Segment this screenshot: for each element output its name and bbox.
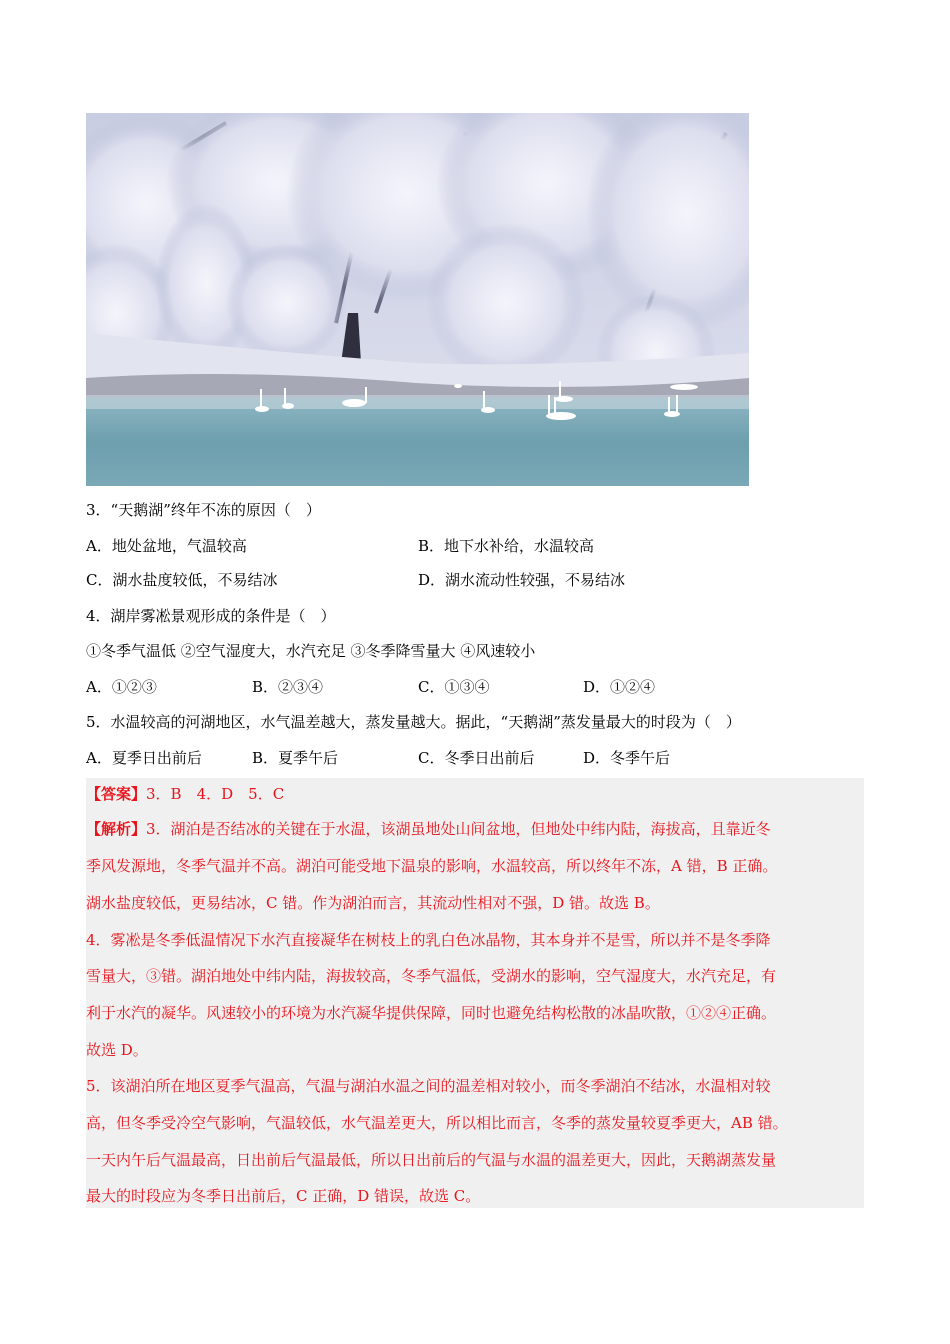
analysis-text: 3．湖泊是否结冰的关键在于水温，该湖虽地处山间盆地，但地处中纬内陆，海拔高，且靠近冬 — [146, 820, 771, 838]
option-text: ①②④ — [610, 678, 656, 696]
answer-panel — [86, 778, 864, 1208]
photo-swan-lake-rime-icon — [86, 113, 749, 486]
analysis-line-8: 5．该湖泊所在地区夏季气温高，气温与湖泊水温之间的温差相对较小，而冬季湖泊不结冰，水温相对较 — [86, 1077, 771, 1095]
analysis-line-10: 一天内午后气温最高，日出前后气温最低，所以日出前后的气温与水温的温差更大，因此，天鹅湖蒸发量 — [86, 1151, 777, 1169]
answer-tag: 【答案】 — [86, 785, 147, 803]
option-text: 湖水盐度较低，不易结冰 — [112, 571, 278, 589]
answer-text: 3．B 4．D 5．C — [146, 785, 285, 803]
analysis-line-5: 雪量大，③错。湖泊地处中纬内陆，海拔较高，冬季气温低，受湖水的影响，空气湿度大，水汽充足，有 — [86, 967, 777, 985]
analysis-line-3: 湖水盐度较低，更易结冰，C 错。作为湖泊而言，其流动性相对不强，D 错。故选 B。 — [86, 894, 660, 912]
option-text: 冬季午后 — [610, 749, 671, 767]
question-3-option-b — [418, 536, 594, 556]
question-5-option-d — [583, 748, 670, 768]
option-text: 冬季日出前后 — [444, 749, 535, 767]
option-text: 地处盆地，气温较高 — [111, 537, 247, 555]
option-label: B． — [252, 749, 279, 767]
option-text: 夏季日出前后 — [111, 749, 202, 767]
question-5-stem — [86, 712, 741, 732]
question-3-option-a — [86, 536, 247, 556]
question-4-option-a — [86, 677, 157, 697]
question-3-stem — [86, 500, 321, 520]
answer-line — [86, 784, 284, 804]
option-label: C． — [86, 571, 113, 589]
question-4-option-d — [583, 677, 655, 697]
question-4-conditions: ①冬季气温低 ②空气湿度大，水汽充足 ③冬季降雪量大 ④风速较小 — [86, 642, 536, 660]
option-text: ①③④ — [444, 678, 490, 696]
option-label: D． — [583, 749, 611, 767]
option-text: ②③④ — [278, 678, 324, 696]
analysis-tag: 【解析】 — [86, 820, 147, 838]
question-5-option-c — [418, 748, 535, 768]
option-label: B． — [252, 678, 279, 696]
option-text: 湖水流动性较强，不易结冰 — [445, 571, 626, 589]
option-text: ①②③ — [111, 678, 157, 696]
option-label: A． — [86, 678, 112, 696]
analysis-line-4: 4．雾凇是冬季低温情况下水汽直接凝华在树枝上的乳白色冰晶物，其本身并不是雪，所以并不是冬季降 — [86, 931, 771, 949]
analysis-line-11: 最大的时段应为冬季日出前后，C 正确，D 错误，故选 C。 — [86, 1187, 481, 1205]
option-label: C． — [418, 678, 445, 696]
question-4-option-b — [252, 677, 323, 697]
analysis-line-2: 季风发源地，冬季气温并不高。湖泊可能受地下温泉的影响，水温较高，所以终年不冻，A 错，B 正确。 — [86, 857, 778, 875]
option-label: C． — [418, 749, 445, 767]
question-3-option-c — [86, 570, 278, 590]
option-label: B． — [418, 537, 445, 555]
question-4-stem — [86, 606, 336, 626]
analysis-line-1 — [86, 819, 771, 839]
question-text: 湖岸雾凇景观形成的条件是（ ） — [110, 607, 336, 625]
option-text: 地下水补给，水温较高 — [444, 537, 595, 555]
option-text: 夏季午后 — [278, 749, 339, 767]
analysis-line-6: 利于水汽的凝华。风速较小的环境为水汽凝华提供保障，同时也避免结构松散的冰晶吹散，①②④正确。 — [86, 1004, 777, 1022]
option-label: D． — [418, 571, 446, 589]
question-5-option-b — [252, 748, 338, 768]
question-number: 4． — [86, 607, 111, 625]
option-label: D． — [583, 678, 611, 696]
question-number: 3． — [86, 501, 111, 519]
question-text: “天鹅湖”终年不冻的原因（ ） — [110, 501, 321, 519]
question-5-option-a — [86, 748, 202, 768]
option-label: A． — [86, 749, 112, 767]
question-text: 水温较高的河湖地区，水气温差越大，蒸发量越大。据此，“天鹅湖”蒸发量最大的时段为（ ） — [110, 713, 741, 731]
analysis-line-9: 高，但冬季受冷空气影响，气温较低，水气温差更大，所以相比而言，冬季的蒸发量较夏季更大，AB 错。 — [86, 1114, 788, 1132]
question-3-option-d — [418, 570, 625, 590]
question-4-option-c — [418, 677, 490, 697]
swan-lake-photo — [86, 113, 749, 486]
question-number: 5． — [86, 713, 111, 731]
analysis-line-7: 故选 D。 — [86, 1041, 148, 1059]
option-label: A． — [86, 537, 112, 555]
